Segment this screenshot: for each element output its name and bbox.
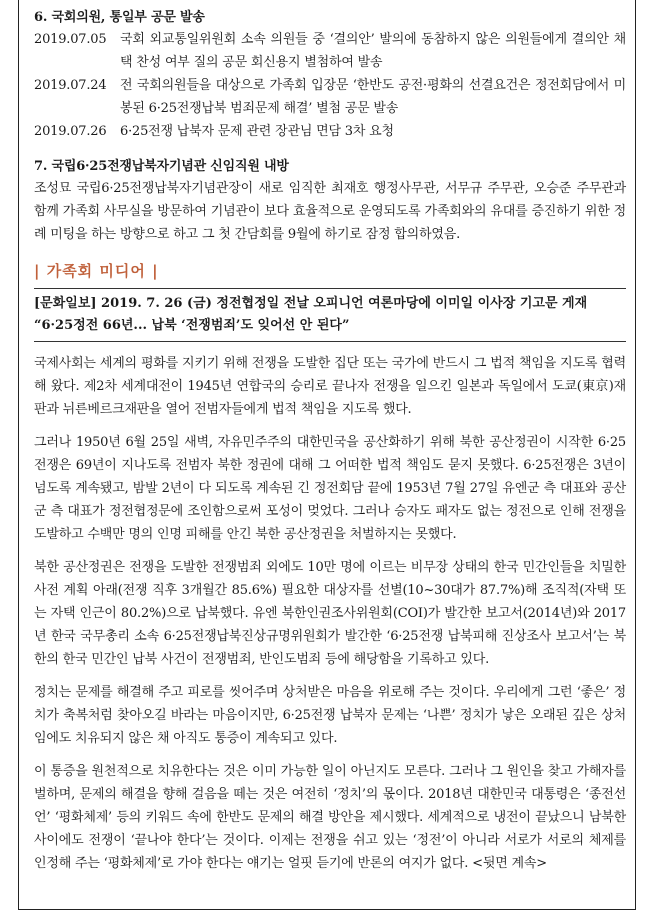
- entry-date: 2019.07.05: [34, 32, 107, 47]
- section6-heading: 6. 국회의원, 통일부 공문 발송: [34, 10, 205, 25]
- section7-heading: 7. 국립6·25전쟁납북자기념관 신임직원 내방: [34, 159, 289, 174]
- entry-text: 6·25전쟁 납북자 문제 관련 장관님 면담 3차 요청: [120, 124, 394, 139]
- entry-text: 전 국회의원들을 대상으로 가족회 입장문 ‘한반도 공전·평화의 선결요건은 정전회담에서 미봉된 6·25전쟁납북 범죄문제 해결’ 별첨 공문 발송: [120, 78, 626, 116]
- article-paragraph: 정치는 문제를 해결해 주고 피로를 씻어주며 상처받은 마음을 위로해 주는 것이다. 우리에게 그런 ‘좋은’ 정치가 축복처럼 찾아오길 바라는 마음이지만, 6·25전쟁 납북자 문제는 ‘나쁜’ 정치가 낳은 오래된 깊은 상처임에도 치유되지 않은 채 아직도 통증이 계속되고 있다.: [34, 685, 626, 746]
- media-section-title: | 가족회 미디어 |: [34, 262, 159, 280]
- article-paragraph: 북한 공산정권은 전쟁을 도발한 전쟁범죄 외에도 10만 명에 이르는 비무장 상태의 한국 민간인들을 치밀한 사전 계획 아래(전쟁 직후 3개월간 85.6%) 필요한 대상자를 선별(10~30대가 87.7%)해 조직적(자택 또는 자택 인근이 80.2%)으로 납북했다. 유엔 북한인권조사위원회(COI)가 발간한 보고서(2014년)와 2017년 한국 국무총리 소속 6·25전쟁납북진상규명위원회가 발간한 ‘6·25전쟁 납북피해 진상조사 보고서’는 북한의 한국 민간인 납북 사건이 전쟁범죄, 반인도범죄 등에 해당함을 기록하고 있다.: [34, 560, 626, 667]
- divider: [34, 341, 626, 342]
- article-paragraph: 국제사회는 세계의 평화를 지키기 위해 전쟁을 도발한 집단 또는 국가에 반드시 그 법적 책임을 지도록 협력해 왔다. 제2차 세계대전이 1945년 연합국의 승리로 끝나자 전쟁을 일으킨 일본과 독일에서 도쿄(東京)재판과 뉘른베르크재판을 열어 전범자들에게 법적 책임을 지도록 했다.: [34, 356, 626, 417]
- section6-entry: [34, 120, 626, 143]
- article-paragraph: 그러나 1950년 6월 25일 새벽, 자유민주주의 대한민국을 공산화하기 위해 북한 공산정권이 시작한 6·25전쟁은 69년이 지나도록 전범자 북한 정권에 대해 그 어떠한 법적 책임도 묻지 못했다. 6·25전쟁은 3년이 넘도록 계속됐고, 밤발 2년이 다 되도록 계속된 긴 정전회담 끝에 1953년 7월 27일 유엔군 측 대표와 공산군 측 대표가 정전협정문에 조인함으로써 포성이 멎었다. 그러나 승자도 패자도 없는 정전으로 인해 전쟁을 도발하고 수백만 명의 인명 피해를 안긴 북한 공산정권을 처벌하지는 못했다.: [34, 435, 626, 542]
- entry-date: 2019.07.26: [34, 124, 107, 139]
- section7-body: 조성묘 국립6·25전쟁납북자기념관장이 새로 임직한 최재호 행정사무관, 서무규 주무관, 오승준 주무관과 함께 가족회 사무실을 방문하여 기념관이 보다 효율적으로 운영되도록 가족회와의 유대를 증진하기 위한 정례 미팅을 하는 방향으로 하고 그 첫 간담회를 9월에 하기로 잠정 합의하였음.: [34, 181, 626, 242]
- entry-text: 국회 외교통일위원회 소속 의원들 중 ‘결의안’ 발의에 동참하지 않은 의원들에게 결의안 채택 찬성 여부 질의 공문 회신용지 별첨하여 발송: [120, 32, 626, 70]
- article-title: “6·25정전 66년... 납북 ‘전쟁범죄’도 잊어선 안 된다”: [34, 318, 350, 333]
- article-source: [문화일보] 2019. 7. 26 (금) 정전협정일 전날 오피니언 여론마당에 이미일 이사장 기고문 게재: [34, 296, 588, 311]
- article-paragraph: 이 통증을 원천적으로 치유한다는 것은 이미 가능한 일이 아닌지도 모른다. 그러나 그 원인을 찾고 가해자를 벌하며, 문제의 해결을 향해 걸음을 떼는 것은 여전히 ‘정치’의 몫이다. 2018년 대한민국 대통령은 ‘종전선언’ ‘평화체제’ 등의 키워드 속에 한반도 문제의 해결 방안을 제시했다. 세계적으로 냉전이 끝났으니 남북한 사이에도 전쟁이 ‘끝나야 한다’는 것이다. 이제는 전쟁을 쉬고 있는 ‘정전’이 아니라 서로가 서로의 체제를 인정해 주는 ‘평화체제’로 가야 한다는 얘기는 얼핏 듣기에 반론의 여지가 없다. <뒷면 계속>: [34, 764, 626, 871]
- document-body: [34, 8, 626, 885]
- entry-date: 2019.07.24: [34, 78, 107, 93]
- section6-entry: [34, 28, 626, 74]
- section6-entry: [34, 74, 626, 120]
- divider: [34, 288, 626, 289]
